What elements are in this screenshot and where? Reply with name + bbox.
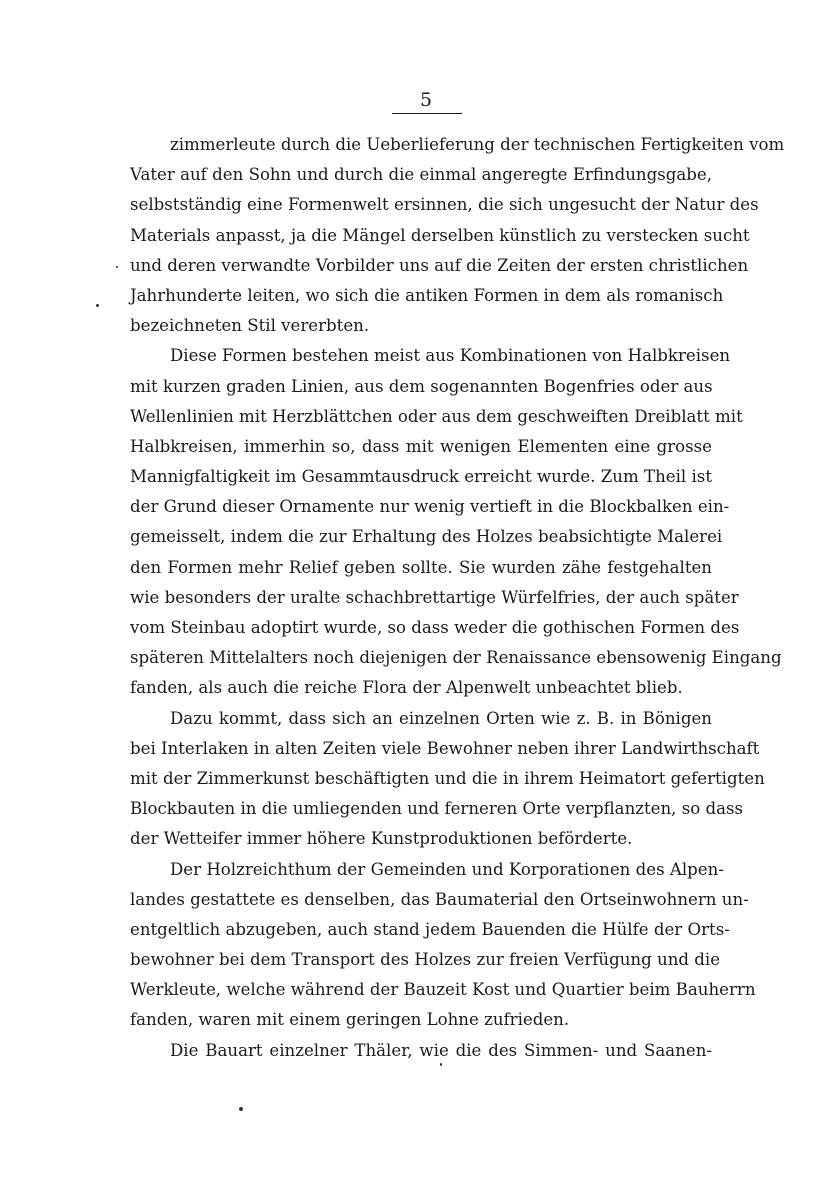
text-line: späteren Mittelalters noch diejenigen der Renaissance ebensowenig Eingang bbox=[130, 648, 782, 668]
text-line: Der Holzreichthum der Gemeinden und Korporationen des Alpen- bbox=[170, 859, 724, 879]
text-line: den Formen mehr Relief geben sollte. Sie wurden zähe festgehalten bbox=[130, 557, 712, 577]
text-line: selbstständig eine Formenwelt ersinnen, die sich ungesucht der Natur des bbox=[130, 195, 759, 215]
print-speck bbox=[116, 266, 118, 268]
text-line: zimmerleute durch die Ueberlieferung der technischen Fertigkeiten vom bbox=[170, 135, 785, 154]
text-line: Die Bauart einzelner Thäler, wie die des Simmen- und Saanen- bbox=[170, 1040, 712, 1060]
text-line: entgeltlich abzugeben, auch stand jedem Bauenden die Hülfe der Orts- bbox=[130, 919, 730, 939]
text-line: landes gestattete es denselben, das Baumaterial den Ortseinwohnern un- bbox=[130, 889, 749, 909]
paragraph bbox=[130, 130, 785, 341]
body-text bbox=[130, 130, 785, 1066]
print-speck bbox=[239, 1107, 243, 1111]
text-line: bewohner bei dem Transport des Holzes zur freien Verfügung und die bbox=[130, 950, 721, 970]
text-line: Mannigfaltigkeit im Gesammtausdruck erreicht wurde. Zum Theil ist bbox=[130, 467, 712, 487]
text-line: Diese Formen bestehen meist aus Kombinationen von Halbkreisen bbox=[170, 346, 731, 366]
text-line: gemeisselt, indem die zur Erhaltung des Holzes beabsichtigte Malerei bbox=[130, 527, 723, 547]
text-line: Jahrhunderte leiten, wo sich die antiken Formen in dem als romanisch bbox=[130, 285, 724, 305]
text-line: Materials anpasst, ja die Mängel derselben künstlich zu verstecken sucht bbox=[130, 225, 750, 245]
text-line: Halbkreisen, immerhin so, dass mit wenigen Elementen eine grosse bbox=[130, 436, 712, 456]
text-line: Blockbauten in die umliegenden und ferneren Orte verpflanzten, so dass bbox=[130, 799, 744, 819]
text-line: Dazu kommt, dass sich an einzelnen Orten wie z. B. in Bönigen bbox=[170, 708, 712, 728]
text-line: vom Steinbau adoptirt wurde, so dass weder die gothischen Formen des bbox=[130, 618, 740, 637]
paragraph bbox=[130, 341, 782, 703]
text-line: Wellenlinien mit Herzblättchen oder aus dem geschweiften Dreiblatt mit bbox=[130, 406, 743, 426]
print-speck bbox=[96, 304, 99, 307]
text-line: der Wetteifer immer höhere Kunstproduktionen beförderte. bbox=[130, 829, 633, 849]
paragraph bbox=[130, 855, 756, 1036]
print-speck bbox=[440, 1063, 442, 1066]
text-line: und deren verwandte Vorbilder uns auf die Zeiten der ersten christlichen bbox=[130, 255, 749, 275]
text-line: mit kurzen graden Linien, aus dem sogenannten Bogenfries oder aus bbox=[130, 376, 713, 396]
text-line: fanden, waren mit einem geringen Lohne zufrieden. bbox=[130, 1010, 570, 1030]
text-line: Werkleute, welche während der Bauzeit Kost und Quartier beim Bauherrn bbox=[130, 980, 756, 1000]
page-number: 5 bbox=[419, 89, 433, 111]
text-line: der Grund dieser Ornamente nur wenig vertieft in die Blockbalken ein- bbox=[130, 497, 730, 517]
text-line: fanden, als auch die reiche Flora der Alpenwelt unbeachtet blieb. bbox=[130, 678, 683, 698]
text-line: mit der Zimmerkunst beschäftigten und die in ihrem Heimatort gefertigten bbox=[130, 768, 765, 788]
paragraph bbox=[130, 1036, 712, 1066]
text-line: Vater auf den Sohn und durch die einmal angeregte Erfindungsgabe, bbox=[130, 165, 712, 185]
text-line: bezeichneten Stil vererbten. bbox=[130, 316, 370, 336]
text-line: wie besonders der uralte schachbrettartige Würfelfries, der auch später bbox=[130, 587, 739, 607]
paragraph bbox=[130, 704, 765, 855]
page-number-rule bbox=[392, 113, 462, 114]
text-line: bei Interlaken in alten Zeiten viele Bewohner neben ihrer Landwirthschaft bbox=[130, 738, 760, 758]
